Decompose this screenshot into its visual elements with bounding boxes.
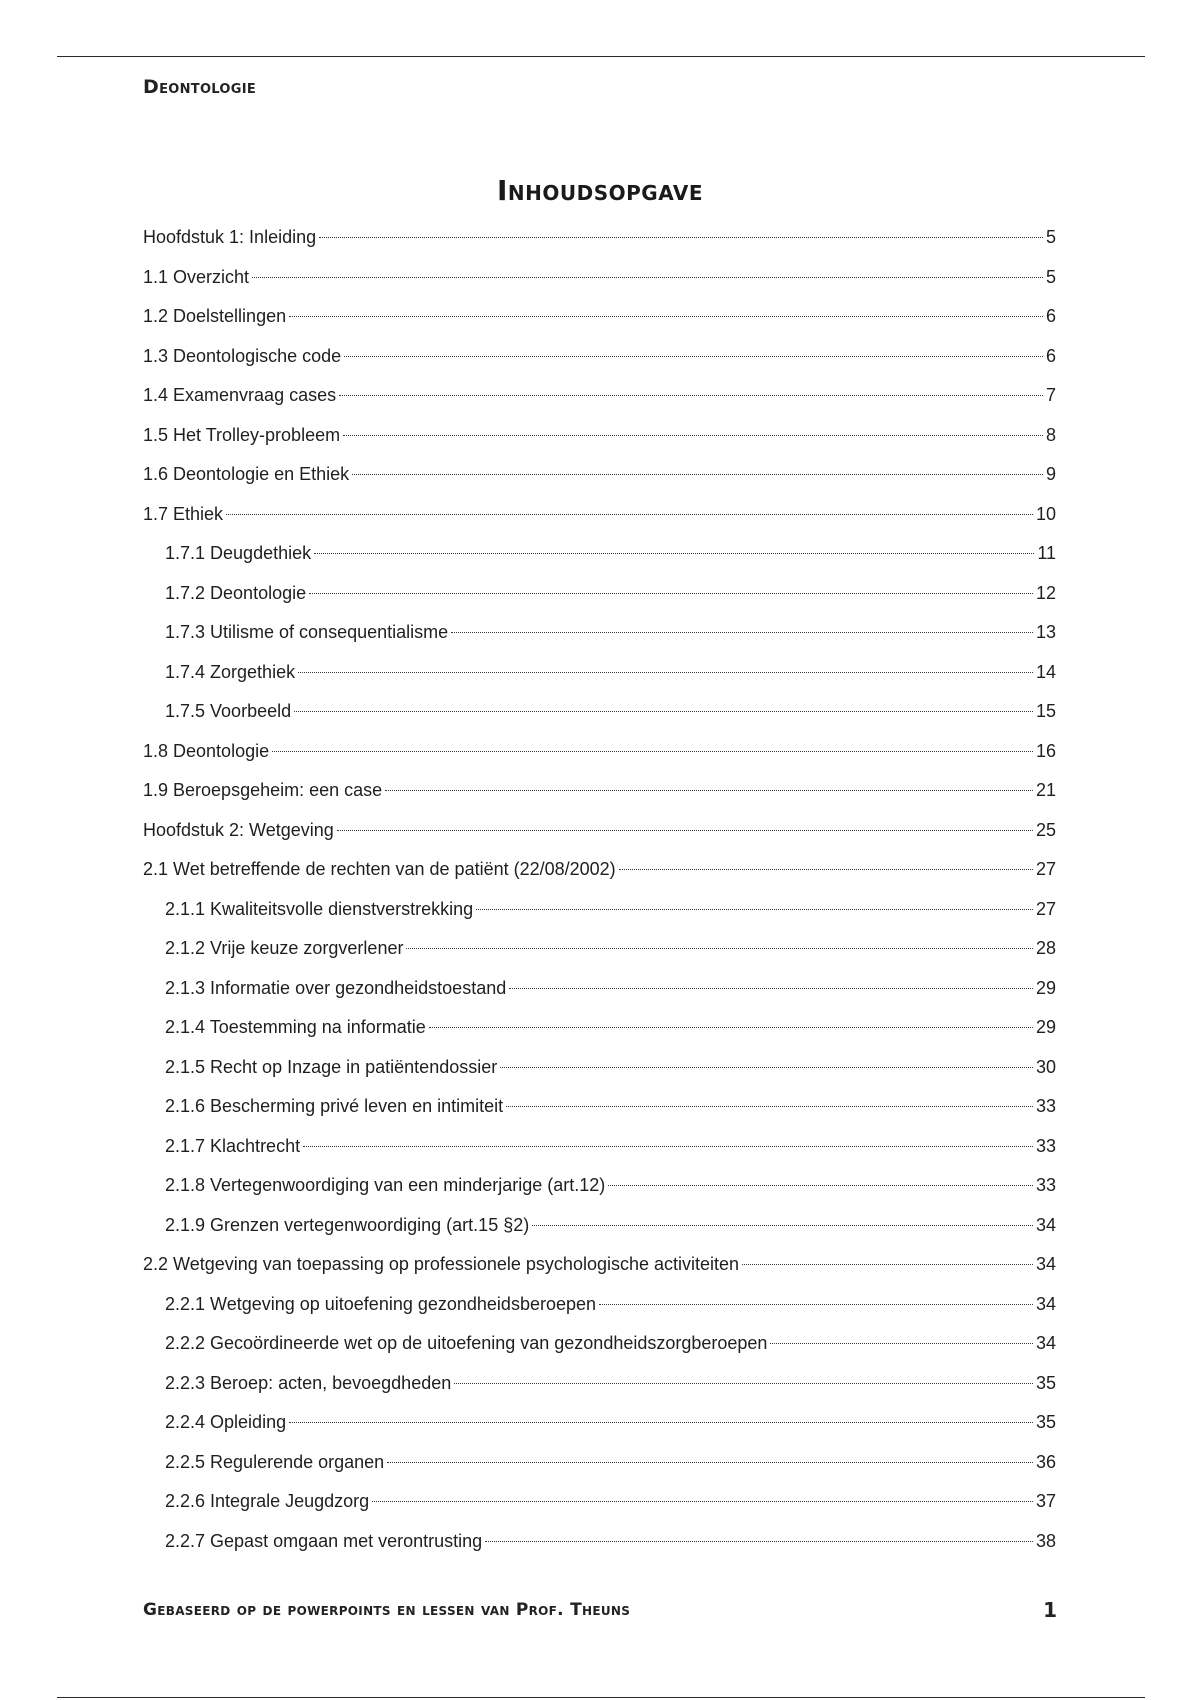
toc-entry-page: 36 [1035, 1451, 1056, 1472]
toc-entry-label: 1.1 Overzicht [143, 266, 250, 287]
toc-entry-label: 2.2.3 Beroep: acten, bevoegdheden [165, 1372, 452, 1393]
toc-entry-page: 30 [1035, 1056, 1056, 1077]
toc-entry-page: 11 [1037, 543, 1056, 563]
toc-entry-label: 2.2.1 Wetgeving op uitoefening gezondheidsberoepen [165, 1293, 597, 1314]
toc-dot-leader [532, 1225, 1033, 1226]
toc-entry-label: 1.4 Examenvraag cases [143, 385, 337, 405]
toc-entry[interactable] [143, 376, 1056, 416]
toc-entry-label: 1.5 Het Trolley-probleem [143, 424, 341, 445]
toc-entry[interactable] [143, 416, 1056, 456]
toc-entry[interactable] [143, 455, 1056, 495]
toc-dot-leader [500, 1067, 1033, 1068]
toc-entry-page: 13 [1035, 622, 1056, 642]
toc-entry-label: Hoofdstuk 2: Wetgeving [143, 819, 334, 840]
toc-entry[interactable] [143, 337, 1056, 377]
toc-entry-label: 2.2.6 Integrale Jeugdzorg [165, 1491, 370, 1511]
toc-entry-label: 1.7 Ethiek [143, 503, 224, 524]
toc-entry[interactable] [143, 692, 1056, 732]
toc-dot-leader [337, 830, 1033, 831]
toc-dot-leader [226, 514, 1033, 515]
toc-entry-label: 1.9 Beroepsgeheim: een case [143, 780, 383, 800]
toc-dot-leader [344, 356, 1043, 357]
toc-entry-page: 9 [1045, 464, 1056, 484]
toc-entry-page: 35 [1035, 1412, 1056, 1432]
toc-entry[interactable] [143, 1403, 1056, 1443]
toc-dot-leader [314, 553, 1034, 554]
toc-entry-label: 1.7.5 Voorbeeld [165, 701, 292, 721]
toc-entry-page: 34 [1035, 1254, 1056, 1274]
toc-entry-page: 29 [1035, 977, 1056, 998]
toc-dot-leader [451, 632, 1033, 633]
toc-entry-page: 33 [1035, 1175, 1056, 1195]
toc-entry-page: 6 [1045, 345, 1056, 366]
toc-entry[interactable] [143, 1008, 1056, 1048]
toc-dot-leader [319, 237, 1043, 238]
toc-entry-label: 1.8 Deontologie [143, 740, 270, 761]
toc-entry-label: 2.2 Wetgeving van toepassing op professionele psychologische activiteiten [143, 1254, 740, 1274]
toc-entry[interactable] [143, 1127, 1056, 1167]
toc-entry[interactable] [143, 1364, 1056, 1404]
toc-entry-page: 27 [1035, 898, 1056, 919]
toc-entry[interactable] [143, 890, 1056, 930]
toc-entry[interactable] [143, 1048, 1056, 1088]
toc-entry[interactable] [143, 929, 1056, 969]
toc-entry-page: 27 [1035, 859, 1056, 879]
toc-entry-label: 2.1.4 Toestemming na informatie [165, 1017, 426, 1037]
toc-dot-leader [385, 790, 1033, 791]
toc-dot-leader [599, 1304, 1033, 1305]
toc-dot-leader [387, 1462, 1033, 1463]
toc-dot-leader [289, 316, 1043, 317]
toc-dot-leader [272, 751, 1033, 752]
toc-entry-label: 2.2.7 Gepast omgaan met verontrusting [165, 1530, 483, 1551]
toc-entry[interactable] [143, 1285, 1056, 1325]
toc-entry-page: 10 [1035, 503, 1056, 524]
toc-entry-label: 2.1 Wet betreffende de rechten van de patiënt (22/08/2002) [143, 859, 616, 879]
toc-entry[interactable] [143, 771, 1056, 811]
toc-entry-label: 1.7.2 Deontologie [165, 582, 307, 603]
toc-entry[interactable] [143, 1443, 1056, 1483]
toc-dot-leader [619, 869, 1033, 870]
toc-dot-leader [429, 1027, 1033, 1028]
toc-entry[interactable] [143, 534, 1056, 574]
toc-dot-leader [339, 395, 1043, 396]
toc-entry-label: 2.2.2 Gecoördineerde wet op de uitoefening van gezondheidszorgberoepen [165, 1333, 768, 1353]
toc-entry-label: 1.7.3 Utilisme of consequentialisme [165, 622, 449, 642]
footer-rule [57, 1697, 1145, 1698]
toc-entry[interactable] [143, 850, 1056, 890]
toc-entry-page: 34 [1035, 1293, 1056, 1314]
toc-entry-page: 8 [1045, 424, 1056, 445]
toc-dot-leader [343, 435, 1043, 436]
toc-entry-label: 1.7.1 Deugdethiek [165, 543, 312, 563]
toc-dot-leader [352, 474, 1043, 475]
toc-entry-label: Hoofdstuk 1: Inleiding [143, 227, 317, 247]
toc-entry-label: 2.1.7 Klachtrecht [165, 1135, 301, 1156]
toc-entry[interactable] [143, 297, 1056, 337]
toc-entry-page: 34 [1035, 1333, 1056, 1353]
toc-entry-page: 5 [1045, 227, 1056, 247]
toc-dot-leader [485, 1541, 1033, 1542]
toc-entry-page: 35 [1035, 1372, 1056, 1393]
toc-entry-label: 2.2.5 Regulerende organen [165, 1451, 385, 1472]
footer-page-number: 1 [1043, 1598, 1057, 1622]
toc-entry[interactable] [143, 969, 1056, 1009]
toc-entry[interactable] [143, 258, 1056, 298]
toc-entry-page: 5 [1045, 266, 1056, 287]
toc-entry-page: 21 [1035, 780, 1056, 800]
running-footer: Gebaseerd op de powerpoints en lessen van Prof. Theuns [143, 1600, 631, 1620]
toc-entry-label: 2.1.3 Informatie over gezondheidstoestand [165, 977, 507, 998]
toc-entry[interactable] [143, 732, 1056, 772]
table-of-contents [143, 218, 1056, 1561]
toc-entry[interactable] [143, 613, 1056, 653]
toc-entry[interactable] [143, 653, 1056, 693]
toc-entry-page: 38 [1035, 1530, 1056, 1551]
toc-entry[interactable] [143, 218, 1056, 258]
toc-entry[interactable] [143, 1522, 1056, 1562]
header-rule [57, 56, 1145, 57]
toc-title: Inhoudsopgave [497, 174, 703, 207]
toc-entry-label: 2.1.2 Vrije keuze zorgverlener [165, 938, 404, 958]
toc-entry-label: 1.6 Deontologie en Ethiek [143, 464, 350, 484]
running-header: Deontologie [143, 76, 257, 98]
toc-entry-page: 7 [1045, 385, 1056, 405]
toc-dot-leader [454, 1383, 1033, 1384]
toc-entry-page: 14 [1035, 661, 1056, 682]
toc-dot-leader [406, 948, 1033, 949]
toc-dot-leader [298, 672, 1033, 673]
toc-entry-page: 37 [1035, 1491, 1056, 1511]
toc-entry-page: 15 [1035, 701, 1056, 721]
toc-entry[interactable] [143, 1166, 1056, 1206]
toc-entry-page: 25 [1035, 819, 1056, 840]
toc-entry[interactable] [143, 1087, 1056, 1127]
toc-entry-label: 2.1.9 Grenzen vertegenwoordiging (art.15 §2) [165, 1214, 530, 1235]
toc-dot-leader [372, 1501, 1033, 1502]
toc-entry-page: 28 [1035, 938, 1056, 958]
toc-dot-leader [509, 988, 1033, 989]
toc-entry[interactable] [143, 1324, 1056, 1364]
toc-entry-page: 33 [1035, 1135, 1056, 1156]
toc-entry-label: 1.3 Deontologische code [143, 345, 342, 366]
toc-entry-page: 16 [1035, 740, 1056, 761]
toc-dot-leader [770, 1343, 1033, 1344]
toc-entry[interactable] [143, 495, 1056, 535]
toc-entry-label: 2.1.8 Vertegenwoordiging van een minderjarige (art.12) [165, 1175, 606, 1195]
toc-dot-leader [506, 1106, 1033, 1107]
toc-entry-label: 2.1.5 Recht op Inzage in patiëntendossier [165, 1056, 498, 1077]
toc-entry-label: 2.1.1 Kwaliteitsvolle dienstverstrekking [165, 898, 474, 919]
toc-entry[interactable] [143, 1482, 1056, 1522]
toc-entry-label: 1.7.4 Zorgethiek [165, 661, 296, 682]
toc-entry[interactable] [143, 1206, 1056, 1246]
toc-entry-page: 29 [1035, 1017, 1056, 1037]
toc-dot-leader [742, 1264, 1033, 1265]
toc-entry-label: 2.1.6 Bescherming privé leven en intimiteit [165, 1096, 504, 1116]
toc-entry[interactable] [143, 1245, 1056, 1285]
toc-dot-leader [294, 711, 1033, 712]
toc-entry-label: 1.2 Doelstellingen [143, 306, 287, 326]
toc-dot-leader [309, 593, 1033, 594]
toc-dot-leader [608, 1185, 1033, 1186]
toc-entry-page: 12 [1035, 582, 1056, 603]
toc-dot-leader [289, 1422, 1033, 1423]
toc-entry-page: 33 [1035, 1096, 1056, 1116]
toc-entry-page: 34 [1035, 1214, 1056, 1235]
toc-entry[interactable] [143, 811, 1056, 851]
toc-dot-leader [476, 909, 1033, 910]
toc-entry[interactable] [143, 574, 1056, 614]
toc-entry-label: 2.2.4 Opleiding [165, 1412, 287, 1432]
toc-dot-leader [252, 277, 1043, 278]
toc-entry-page: 6 [1045, 306, 1056, 326]
toc-dot-leader [303, 1146, 1033, 1147]
